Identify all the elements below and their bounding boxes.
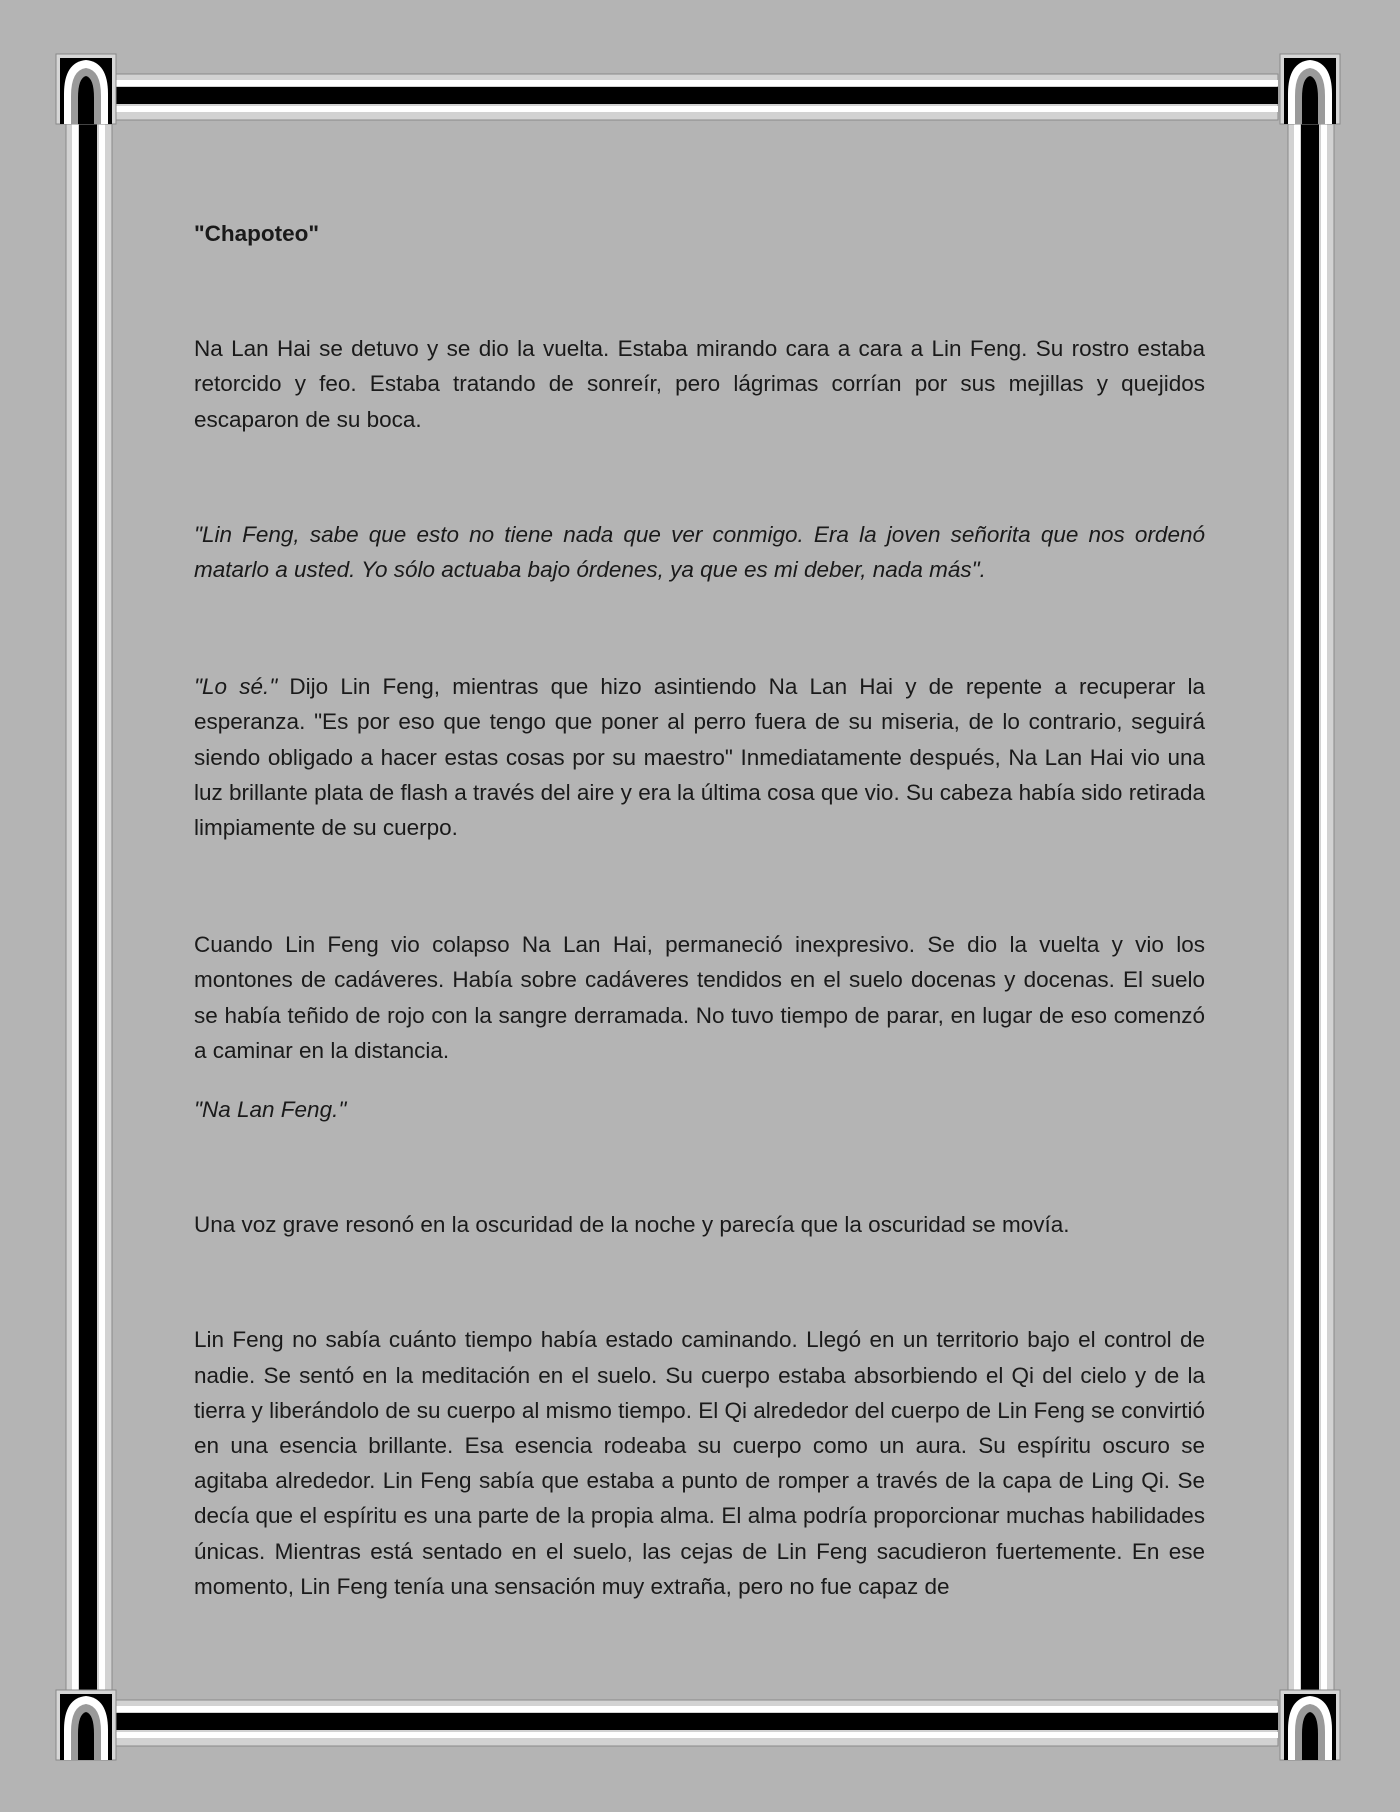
corner-ornament-bottom-right: [1280, 1690, 1340, 1760]
paragraph-1: Na Lan Hai se detuvo y se dio la vuelta. Estaba mirando cara a cara a Lin Feng. Su rostro estaba retorcido y feo. Estaba tratando de sonreír, pero lágrimas corrían por sus mejillas y quejidos escaparon de su boca.: [194, 336, 1205, 432]
chapter-title: "Chapoteo": [194, 221, 320, 246]
paragraph-3-body: Dijo Lin Feng, mientras que hizo asintiendo Na Lan Hai y de repente a recuperar la esperanza. "Es por eso que tengo que poner al perro fuera de su miseria, de lo contrario, seguirá siendo obligado a hacer estas cosas por su maestro" Inmediatamente después, Na Lan Hai vio una luz brillante plata de flash a través del aire y era la última cosa que vio. Su cabeza había sido retirada limpiamente de su cuerpo.: [194, 674, 1205, 841]
dialogue-fragment: "Lo sé.": [194, 674, 278, 700]
paragraph-5-dialogue: "Na Lan Feng.": [194, 1097, 347, 1123]
paragraph-3: [194, 669, 1205, 845]
paragraph-2-dialogue: "Lin Feng, sabe que esto no tiene nada que ver conmigo. Era la joven señorita que nos ordenó matarlo a usted. Yo sólo actuaba bajo órdenes, ya que es mi deber, nada más".: [194, 521, 1205, 583]
page-content: [194, 216, 1205, 1604]
right-border-column: [1288, 108, 1334, 1708]
corner-ornament-top-right: [1280, 54, 1340, 124]
corner-ornament-bottom-left: [56, 1690, 116, 1760]
paragraph-6: Una voz grave resonó en la oscuridad de la noche y parecía que la oscuridad se movía.: [194, 1212, 1070, 1238]
bottom-border-bar: [108, 1700, 1278, 1746]
paragraph-4: Cuando Lin Feng vio colapso Na Lan Hai, permaneció inexpresivo. Se dio la vuelta y vio los montones de cadáveres. Había sobre cadáveres tendidos en el suelo docenas y docenas. El suelo se había teñido de rojo con la sangre derramada. No tuvo tiempo de parar, en lugar de eso comenzó a caminar en la distancia.: [194, 932, 1205, 1063]
corner-ornament-top-left: [56, 54, 116, 124]
left-border-column: [66, 108, 112, 1708]
top-border-bar: [108, 74, 1278, 120]
paragraph-7: Lin Feng no sabía cuánto tiempo había estado caminando. Llegó en un territorio bajo el control de nadie. Se sentó en la meditación en el suelo. Su cuerpo estaba absorbiendo el Qi del cielo y de la tierra y liberándolo de su cuerpo al mismo tiempo. El Qi alrededor del cuerpo de Lin Feng se convirtió en una esencia brillante. Esa esencia rodeaba su cuerpo como un aura. Su espíritu oscuro se agitaba alrededor. Lin Feng sabía que estaba a punto de romper a través de la capa de Ling Qi. Se decía que el espíritu es una parte de la propia alma. El alma podría proporcionar muchas habilidades únicas. Mientras está sentado en el suelo, las cejas de Lin Feng sacudieron fuertemente. En ese momento, Lin Feng tenía una sensación muy extraña, pero no fue capaz de: [194, 1327, 1205, 1599]
